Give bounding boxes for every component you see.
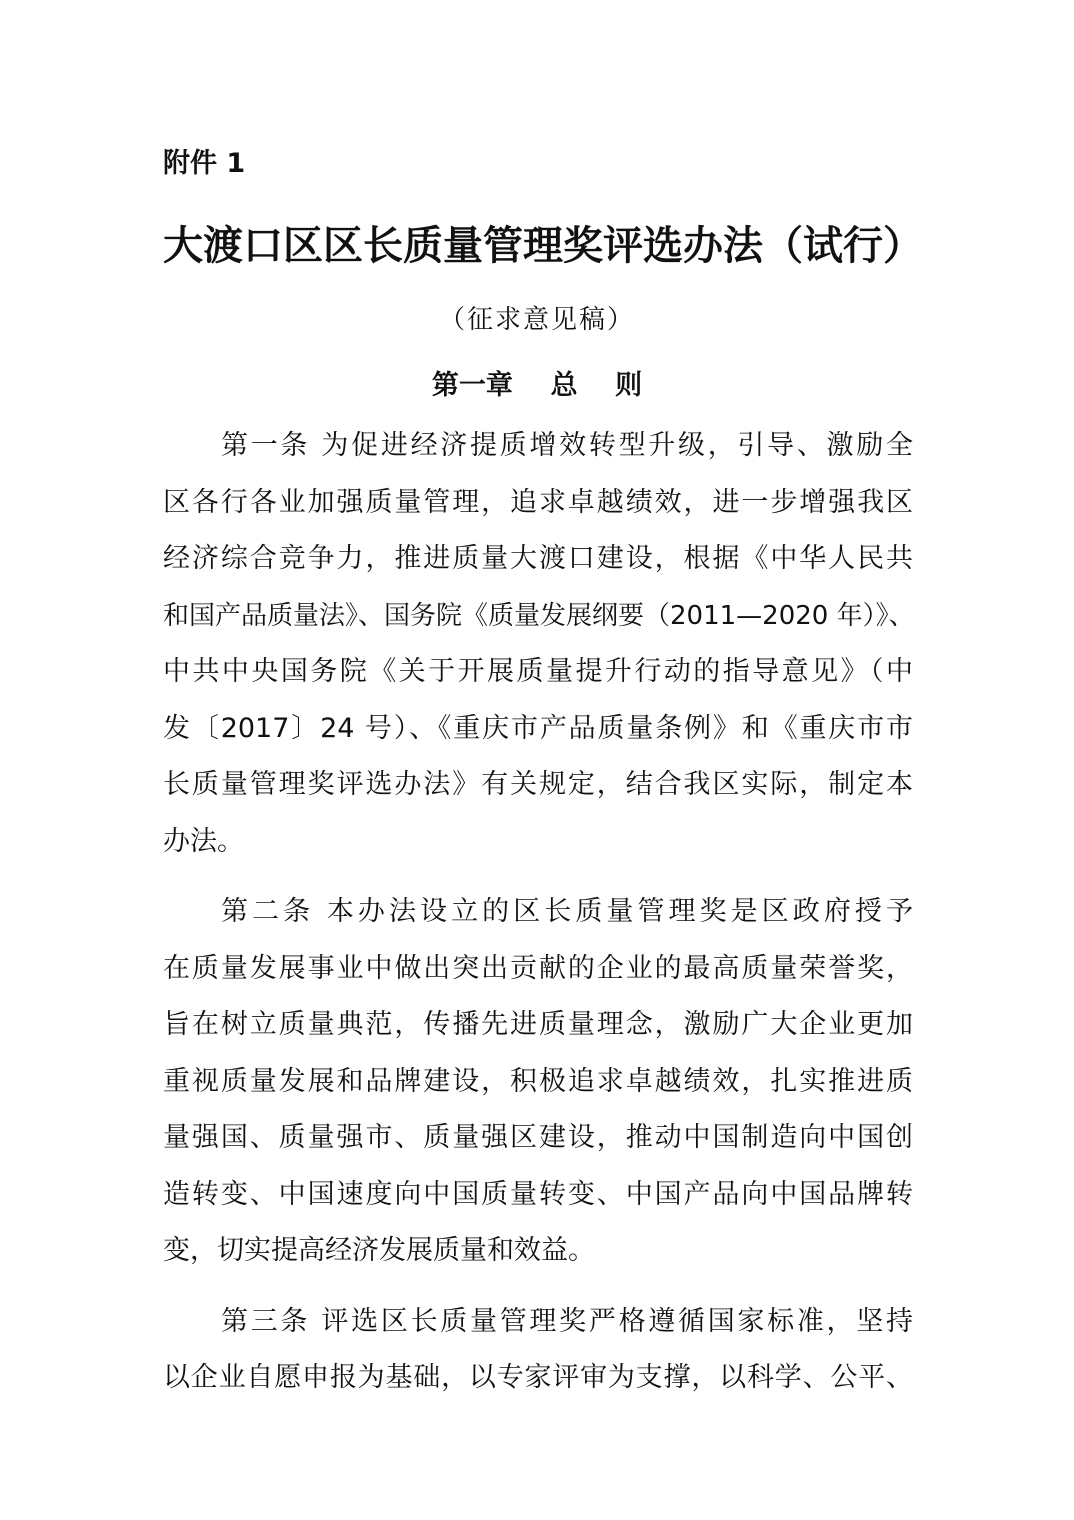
document-title: 大渡口区区长质量管理奖评选办法（试行）: [163, 222, 923, 269]
text-line: 长质量管理奖评选办法》有关规定，结合我区实际，制定本: [163, 769, 913, 800]
text-line: 和国产品质量法》、国务院《质量发展纲要（2011—2020 年）》、: [163, 600, 915, 631]
text-line: 区各行各业加强质量管理，追求卓越绩效，进一步增强我区: [163, 486, 913, 518]
paragraph-spacer: [163, 870, 913, 884]
article-1: [163, 418, 913, 870]
article-3: [163, 1294, 913, 1407]
line-text: 第一条 为促进经济提质增效转型升级，引导、激励全: [221, 430, 913, 461]
chapter-heading: 第一章 总 则: [431, 370, 643, 401]
text-line: 旨在树立质量典范，传播先进质量理念，激励广大企业更加: [163, 1009, 913, 1040]
text-line: 变，切实提高经济发展质量和效益。: [163, 1235, 595, 1266]
text-line: [163, 884, 913, 941]
line-text: 第二条 本办法设立的区长质量管理奖是区政府授予: [221, 896, 913, 927]
text-line: 经济综合竞争力，推进质量大渡口建设，根据《中华人民共: [163, 543, 913, 574]
text-line: 办法。: [163, 825, 244, 857]
text-line: 在质量发展事业中做出突出贡献的企业的最高质量荣誉奖，: [163, 952, 913, 984]
line-text: 第三条 评选区长质量管理奖严格遵循国家标准，坚持: [221, 1305, 913, 1337]
article-2: [163, 884, 913, 1280]
text-line: [163, 418, 913, 475]
text-line: 发〔2017〕24 号）、《重庆市产品质量条例》和《重庆市市: [163, 712, 913, 744]
text-line: 造转变、中国速度向中国质量转变、中国产品向中国品牌转: [163, 1178, 913, 1210]
paragraph-spacer: [163, 1280, 913, 1294]
document-body: [163, 418, 913, 1407]
text-line: 中共中央国务院《关于开展质量提升行动的指导意见》（中: [163, 656, 913, 687]
text-line: [163, 1294, 913, 1351]
document-subtitle: （征求意见稿）: [438, 305, 635, 335]
text-line: 以企业自愿申报为基础，以专家评审为支撑，以科学、公平、: [163, 1362, 913, 1393]
text-line: 重视质量发展和品牌建设，积极追求卓越绩效，扎实推进质: [163, 1065, 913, 1097]
attachment-label: 附件 1: [163, 148, 246, 179]
text-line: 量强国、质量强市、质量强区建设，推动中国制造向中国创: [163, 1122, 913, 1153]
